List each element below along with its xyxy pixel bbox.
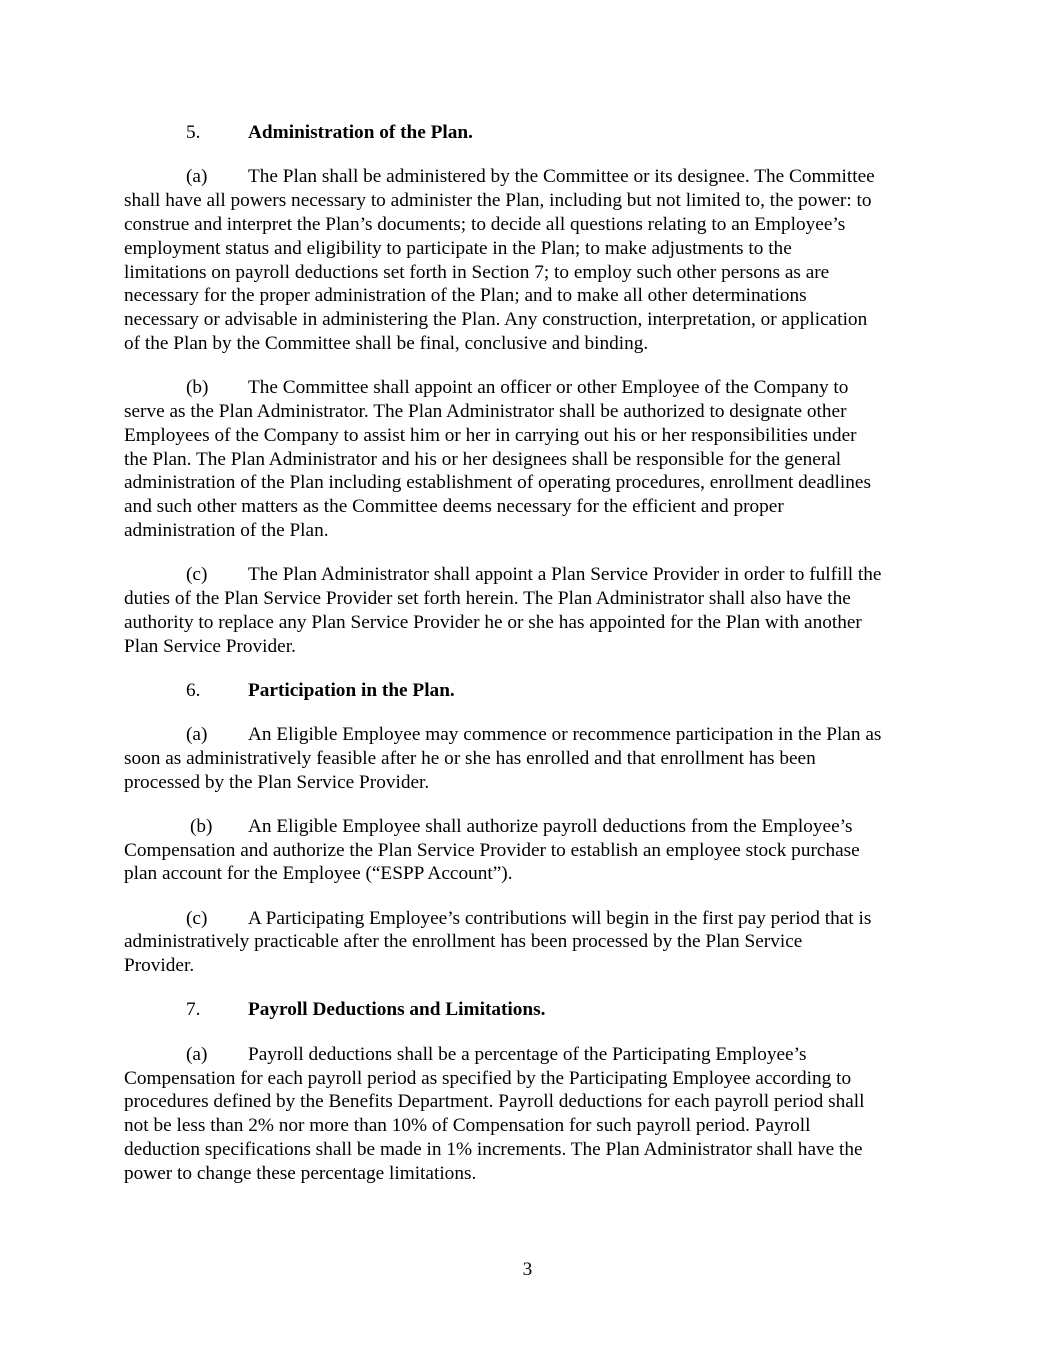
- paragraph-line: procedures defined by the Benefits Department. Payroll deductions for each payroll period shall: [124, 1091, 865, 1113]
- paragraph-line: employment status and eligibility to participate in the Plan; to make adjustments to the: [124, 237, 792, 259]
- paragraph-line: shall have all powers necessary to administer the Plan, including but not limited to, the power: to: [124, 190, 872, 212]
- paragraph-first-line: [124, 563, 936, 587]
- paragraph-line: Plan Service Provider.: [124, 635, 296, 657]
- paragraph-line: administration of the Plan including establishment of operating procedures, enrollment deadlines: [124, 472, 871, 494]
- paragraph-first-line: [124, 1043, 936, 1067]
- paragraph-line: limitations on payroll deductions set forth in Section 7; to employ such other persons as are: [124, 261, 830, 283]
- document-body: [124, 121, 936, 1206]
- paragraph-line: An Eligible Employee shall authorize payroll deductions from the Employee’s: [248, 815, 853, 837]
- page-footer: [0, 1258, 1055, 1282]
- section-number: 6.: [186, 679, 201, 701]
- paragraph-line: Payroll deductions shall be a percentage of the Participating Employee’s: [248, 1043, 807, 1065]
- paragraph-line: The Plan Administrator shall appoint a Plan Service Provider in order to fulfill the: [248, 564, 882, 586]
- paragraph-label: (b): [190, 815, 213, 837]
- paragraph-line: The Committee shall appoint an officer or other Employee of the Company to: [248, 377, 849, 399]
- paragraph: [124, 1043, 936, 1186]
- paragraph-line: soon as administratively feasible after he or she has enrolled and that enrollment has been: [124, 747, 816, 769]
- paragraph-line: A Participating Employee’s contributions will begin in the first pay period that is: [248, 907, 872, 929]
- section-title: Administration of the Plan.: [248, 122, 473, 143]
- paragraph-label: (c): [186, 564, 208, 586]
- paragraph-label: (a): [186, 724, 208, 746]
- page-number: 3: [522, 1259, 533, 1280]
- paragraph-line: duties of the Plan Service Provider set forth herein. The Plan Administrator shall also have the: [124, 587, 851, 609]
- section-heading: [124, 679, 936, 703]
- paragraph-line: processed by the Plan Service Provider.: [124, 771, 430, 793]
- paragraph-line: administratively practicable after the enrollment has been processed by the Plan Service: [124, 931, 803, 953]
- paragraph-line: administration of the Plan.: [124, 519, 329, 541]
- paragraph-line: An Eligible Employee may commence or recommence participation in the Plan as: [248, 724, 882, 746]
- paragraph: [124, 165, 936, 355]
- paragraph-first-line: [124, 723, 936, 747]
- section-title: Participation in the Plan.: [248, 679, 455, 701]
- paragraph-line: authority to replace any Plan Service Provider he or she has appointed for the Plan with another: [124, 611, 862, 633]
- paragraph-line: not be less than 2% nor more than 10% of Compensation for such payroll period. Payroll: [124, 1115, 811, 1137]
- section-title: Payroll Deductions and Limitations.: [248, 999, 546, 1021]
- section-heading: [124, 121, 936, 145]
- paragraph-line: necessary for the proper administration of the Plan; and to make all other determinations: [124, 285, 807, 307]
- paragraph-first-line: [124, 376, 936, 400]
- paragraph-line: the Plan. The Plan Administrator and his or her designees shall be responsible for the general: [124, 448, 842, 470]
- paragraph-line: The Plan shall be administered by the Committee or its designee. The Committee: [248, 166, 875, 188]
- paragraph-line: Compensation and authorize the Plan Service Provider to establish an employee stock purchase: [124, 839, 860, 861]
- paragraph-line: necessary or advisable in administering the Plan. Any construction, interpretation, or application: [124, 309, 868, 331]
- paragraph-line: deduction specifications shall be made in 1% increments. The Plan Administrator shall have the: [124, 1139, 863, 1161]
- paragraph-label: (c): [186, 907, 208, 929]
- paragraph-first-line: [124, 165, 936, 189]
- section-number: 7.: [186, 999, 201, 1021]
- paragraph: [124, 907, 936, 978]
- paragraph-line: serve as the Plan Administrator. The Plan Administrator shall be authorized to designate other: [124, 400, 847, 422]
- paragraph-line: power to change these percentage limitations.: [124, 1162, 477, 1184]
- paragraph-label: (a): [186, 1043, 208, 1065]
- paragraph-label: (a): [186, 166, 208, 188]
- paragraph-first-line: [124, 815, 936, 839]
- paragraph-line: Employees of the Company to assist him or her in carrying out his or her responsibilities under: [124, 424, 857, 446]
- paragraph: [124, 815, 936, 886]
- paragraph-first-line: [124, 907, 936, 931]
- paragraph-line: Compensation for each payroll period as specified by the Participating Employee according to: [124, 1067, 852, 1089]
- paragraph-line: and such other matters as the Committee deems necessary for the efficient and proper: [124, 496, 784, 518]
- section-number: 5.: [186, 122, 201, 143]
- paragraph: [124, 563, 936, 658]
- paragraph: [124, 723, 936, 794]
- paragraph-label: (b): [186, 377, 209, 399]
- paragraph-line: construe and interpret the Plan’s documents; to decide all questions relating to an Employee’s: [124, 213, 846, 235]
- paragraph: [124, 376, 936, 543]
- paragraph-line: Provider.: [124, 955, 195, 977]
- paragraph-line: plan account for the Employee (“ESPP Account”).: [124, 863, 513, 885]
- section-heading: [124, 998, 936, 1022]
- paragraph-line: of the Plan by the Committee shall be final, conclusive and binding.: [124, 332, 649, 354]
